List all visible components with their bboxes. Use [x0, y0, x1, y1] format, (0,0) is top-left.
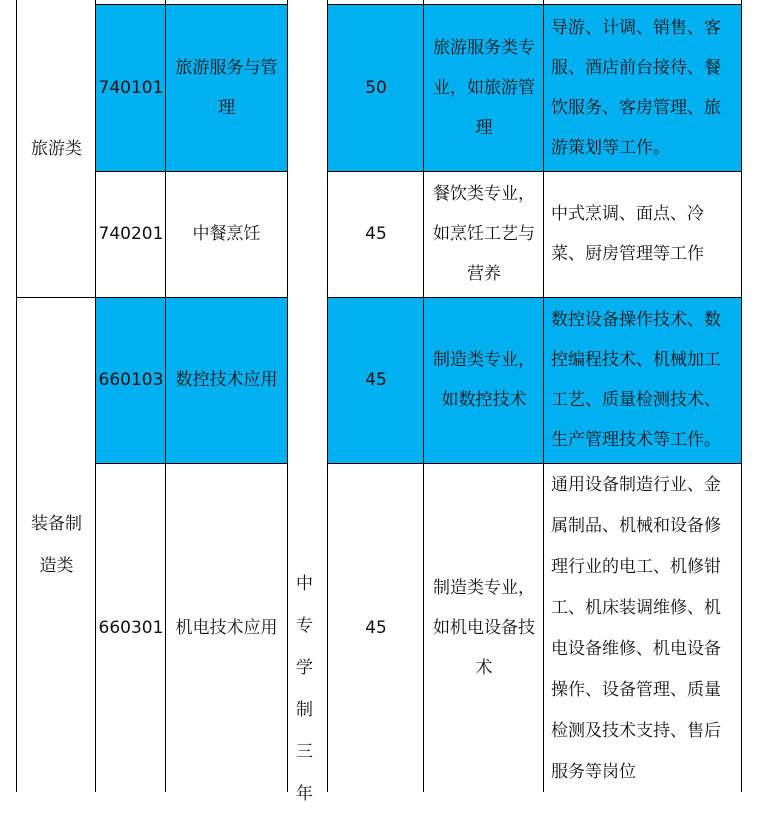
- major-cell: [166, 463, 287, 792]
- requirement-cell: [424, 171, 544, 297]
- count-cell: [328, 463, 424, 792]
- category-label: 装备制造类: [31, 513, 82, 576]
- jobs-text: 数控设备操作技术、数控编程技术、机械加工工艺、质量检测技术、生产管理技术等工作。: [551, 310, 721, 450]
- count-cell: [328, 297, 424, 463]
- grid-line: [423, 0, 424, 792]
- code-cell: [96, 463, 166, 792]
- grid-line: [95, 4, 288, 5]
- major-code: 660103: [98, 370, 164, 390]
- major-name: 中餐烹饪: [192, 224, 261, 244]
- major-code: 740201: [98, 224, 164, 244]
- grid-line: [16, 297, 288, 298]
- grid-line: [95, 171, 288, 172]
- category-cell-manufacturing: [17, 297, 96, 792]
- grid-line: [741, 0, 742, 792]
- grid-line: [327, 171, 742, 172]
- grid-line: [327, 0, 328, 792]
- jobs-cell: [544, 463, 741, 792]
- requirement-text: 餐饮类专业，如烹饪工艺与营养: [433, 184, 535, 284]
- education-text: 中专学制三年: [296, 574, 313, 804]
- requirement-cell: [424, 463, 544, 792]
- requirement-cell: [424, 297, 544, 463]
- major-cell: [166, 5, 287, 171]
- grid-line: [327, 297, 742, 298]
- count-cell: [328, 5, 424, 171]
- requirement-text: 制造类专业，如数控技术: [433, 350, 535, 410]
- education-cell: [288, 0, 328, 804]
- code-cell: [96, 5, 166, 171]
- jobs-cell: [544, 297, 741, 463]
- major-code: 740101: [98, 78, 164, 98]
- grid-line: [327, 4, 742, 5]
- enrollment-count: 45: [365, 370, 387, 390]
- major-code: 660301: [98, 617, 164, 638]
- grid-line: [16, 0, 17, 792]
- grid-line: [327, 463, 742, 464]
- jobs-text: 通用设备制造行业、金属制品、机械和设备修理行业的电工、机修钳工、机床装调维修、机电设备维修、机电设备操作、设备管理、质量检测及技术支持、售后服务等岗位: [551, 475, 721, 782]
- requirement-cell: [424, 5, 544, 171]
- major-name: 数控技术应用: [175, 370, 278, 390]
- grid-line: [287, 0, 288, 792]
- jobs-text: 中式烹调、面点、冷菜、厨房管理等工作: [551, 204, 704, 264]
- enrollment-count: 45: [365, 617, 387, 638]
- grid-line: [95, 0, 96, 792]
- grid-line: [543, 0, 544, 792]
- grid-line: [165, 0, 166, 792]
- code-cell: [96, 171, 166, 297]
- major-name: 旅游服务与管理: [175, 58, 278, 118]
- enrollment-count: 50: [365, 78, 387, 98]
- major-name: 机电技术应用: [175, 617, 278, 638]
- category-label: 旅游类: [31, 138, 82, 159]
- jobs-cell: [544, 171, 741, 297]
- count-cell: [328, 171, 424, 297]
- category-cell-tourism: [17, 0, 96, 297]
- grid-line: [95, 463, 288, 464]
- enrollment-count: 45: [365, 224, 387, 244]
- jobs-text: 导游、计调、销售、客服、酒店前台接待、餐饮服务、客房管理、旅游策划等工作。: [551, 18, 721, 158]
- jobs-cell: [544, 5, 741, 171]
- major-cell: [166, 171, 287, 297]
- requirement-text: 制造类专业，如机电设备技术: [433, 577, 535, 678]
- code-cell: [96, 297, 166, 463]
- major-cell: [166, 297, 287, 463]
- requirement-text: 旅游服务类专业，如旅游管理: [433, 38, 535, 138]
